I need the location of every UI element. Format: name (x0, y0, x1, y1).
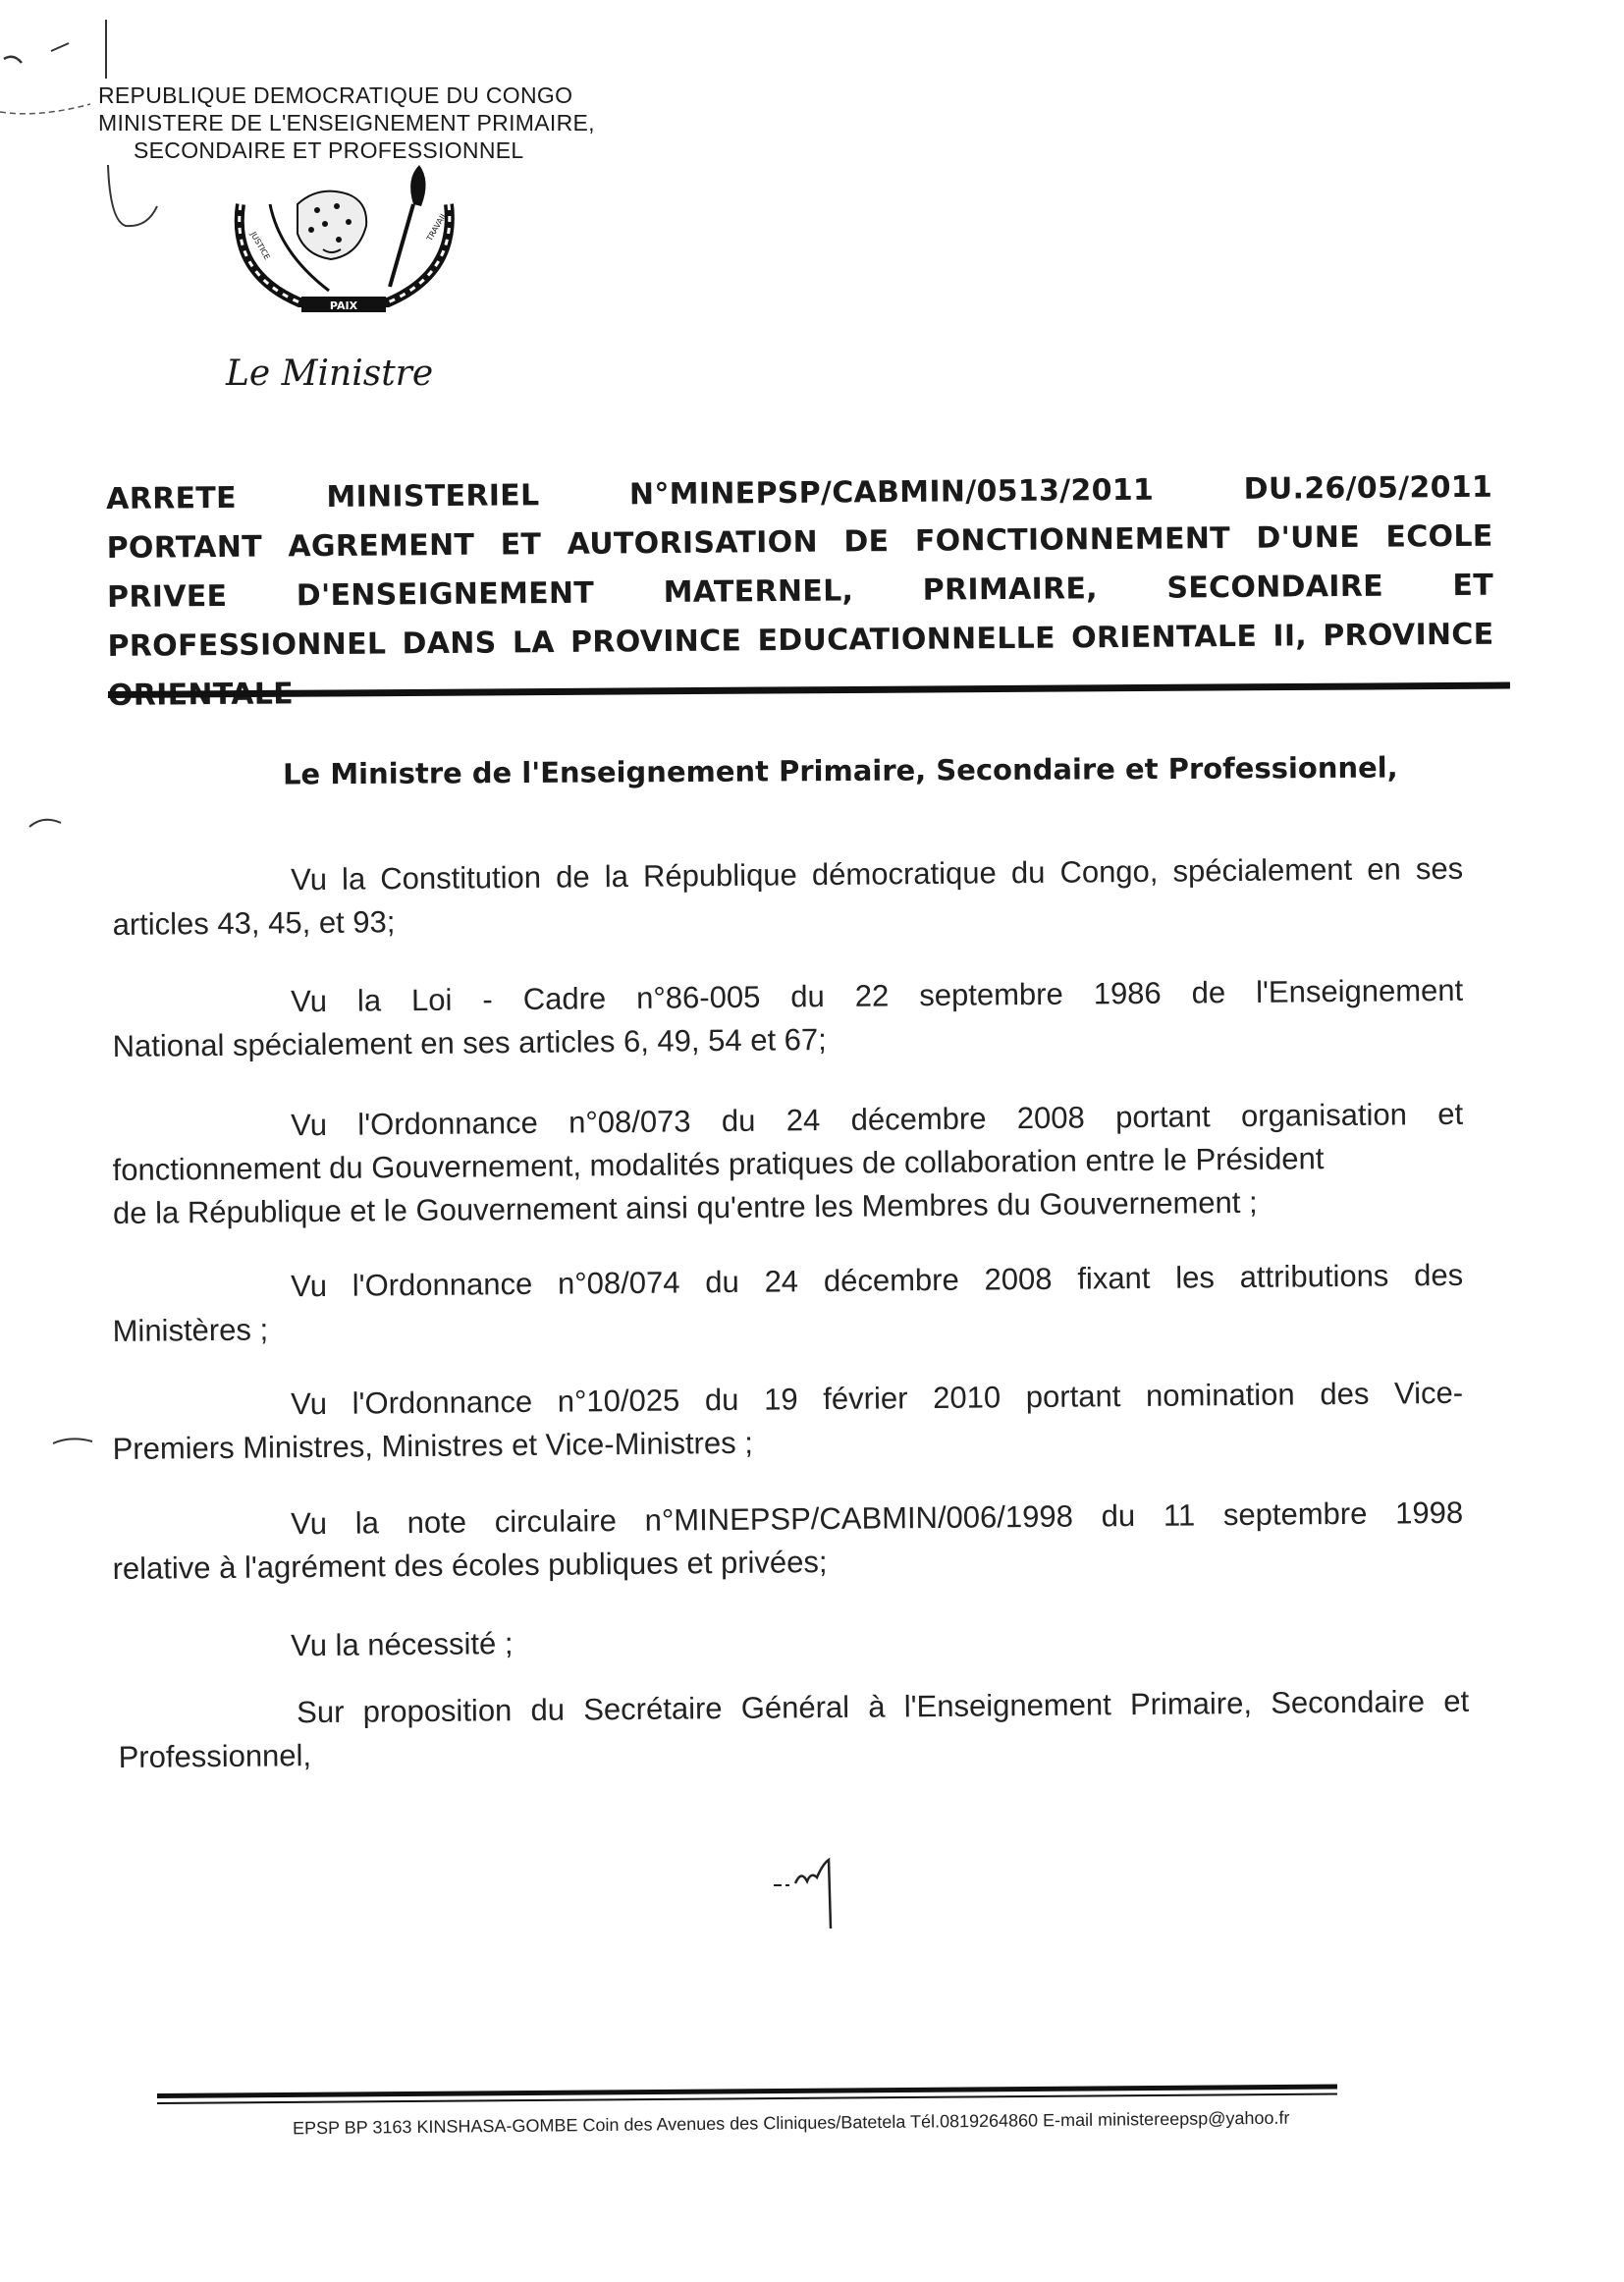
header-country: REPUBLIQUE DEMOCRATIQUE DU CONGO (98, 82, 573, 108)
minister-heading: Le Ministre de l'Enseignement Primaire, Secondaire et Professionnel, (282, 750, 1398, 791)
emblem-motto-left: JUSTICE (248, 230, 272, 262)
paragraph-line: National spécialement en ses articles 6, 49, 54 et 67; (112, 1022, 827, 1063)
emblem-motto-bottom: PAIX (329, 299, 358, 312)
emblem-motto-right: TRAVAIL (424, 210, 449, 243)
paragraph-ordonnance-08-073 (112, 1093, 1464, 1235)
paragraph-line: Vu l'Ordonnance n°08/073 du 24 décembre 2008 portant organisation et (291, 1096, 1464, 1143)
paragraph-line: Vu la note circulaire n°MINEPSP/CABMIN/006/1998 du 11 septembre 1998 (291, 1494, 1464, 1542)
paragraph-line: articles 43, 45, et 93; (112, 904, 396, 942)
footer-address: EPSP BP 3163 KINSHASA-GOMBE Coin des Avenues des Cliniques/Batetela Tél.0819264860 E-mail ministereepsp@yahoo.fr (292, 2107, 1290, 2139)
paragraph-loi-cadre (112, 969, 1464, 1068)
header-ministry-cont: SECONDAIRE ET PROFESSIONNEL (134, 137, 524, 163)
paragraph-note-circulaire (112, 1492, 1464, 1591)
paragraph-line: Vu l'Ordonnance n°10/025 du 19 février 2010 portant nomination des Vice- (291, 1375, 1464, 1422)
paragraph-ordonnance-10-025 (112, 1372, 1464, 1471)
header-ministry: MINISTERE DE L'ENSEIGNEMENT PRIMAIRE, (98, 110, 595, 136)
paragraph-line: Vu l'Ordonnance n°08/074 du 24 décembre 2008 fixant les attributions des (291, 1257, 1464, 1304)
paragraph-line: relative à l'agrément des écoles publiques et privées; (112, 1545, 828, 1586)
paragraph-proposition (118, 1680, 1470, 1779)
coat-of-arms-emblem (221, 165, 466, 322)
decree-title-line-1: ARRETE MINISTERIEL N°MINEPSP/CABMIN/0513/2011 DU.26/05/2011 (106, 469, 1493, 516)
paragraph-line: fonctionnement du Gouvernement, modalités pratiques de collaboration entre le Président (112, 1141, 1325, 1187)
paragraph-line: Vu la nécessité ; (291, 1626, 514, 1663)
paragraph-ordonnance-08-074 (112, 1254, 1464, 1353)
scan-mark-low (51, 1432, 100, 1451)
paragraph-necessite (112, 1613, 1463, 1669)
paragraph-constitution (112, 847, 1464, 947)
scan-mark-mid (27, 813, 67, 833)
paragraph-line: Professionnel, (118, 1738, 312, 1774)
paragraph-line: Vu la Constitution de la République démocratique du Congo, spécialement en ses (291, 850, 1464, 897)
decree-title-line-3: PRIVEE D'ENSEIGNEMENT MATERNEL, PRIMAIRE, SECONDAIRE ET (106, 568, 1494, 615)
paragraph-line: Vu la Loi - Cadre n°86-005 du 22 septembre 1986 de l'Enseignement (291, 972, 1464, 1019)
paragraph-line: Premiers Ministres, Ministres et Vice-Ministres ; (112, 1425, 754, 1466)
signature-block-label: Le Ministre (226, 353, 434, 394)
handwritten-initials (772, 1854, 850, 1932)
decree-title-line-4: PROFESSIONNEL DANS LA PROVINCE EDUCATIONNELLE ORIENTALE II, PROVINCE (107, 617, 1494, 664)
paragraph-line: Sur proposition du Secrétaire Général à l'Enseignement Primaire, Secondaire et (297, 1683, 1470, 1730)
decree-title (106, 463, 1494, 721)
paragraph-line: Ministères ; (112, 1312, 269, 1348)
decree-title-line-2: PORTANT AGREMENT ET AUTORISATION DE FONCTIONNEMENT D'UNE ECOLE (106, 518, 1493, 566)
paragraph-line: de la République et le Gouvernement ainsi qu'entre les Membres du Gouvernement ; (112, 1184, 1258, 1230)
